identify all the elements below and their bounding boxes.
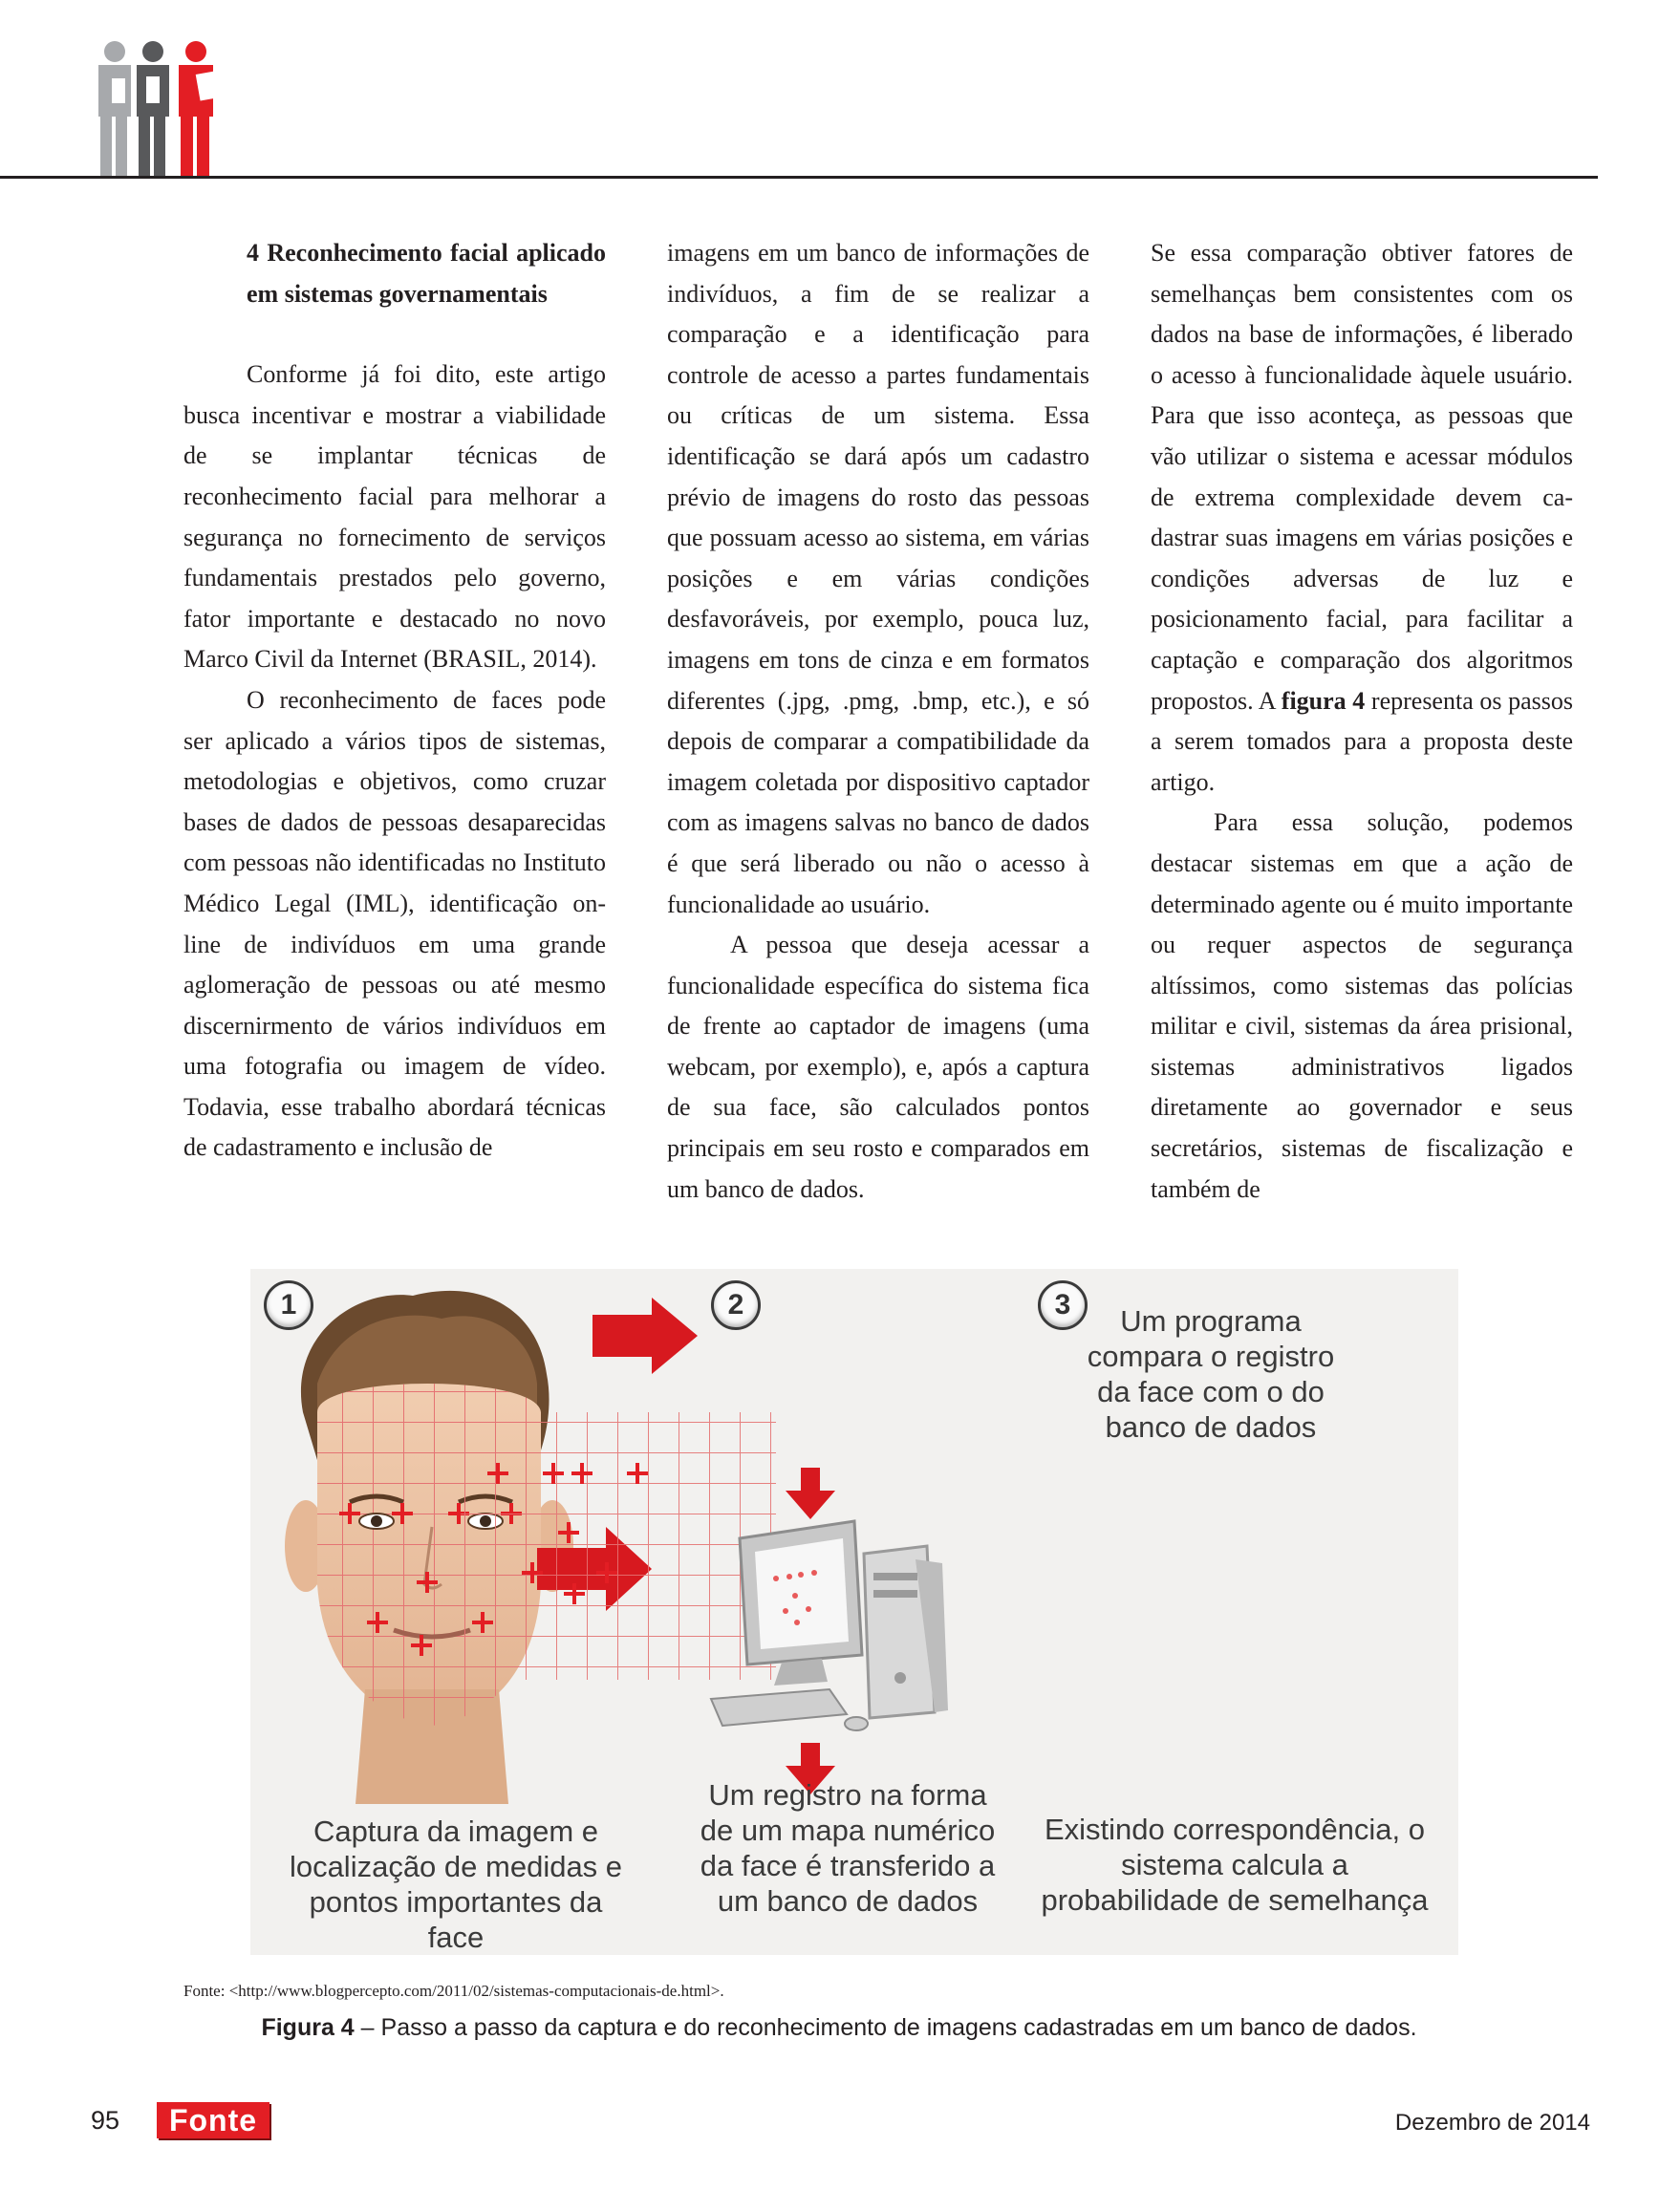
section-heading: 4 Reconhecimento facial aplicado em sistemas governamentais (247, 239, 606, 308)
paragraph-text: representa os passos a serem tomados para a proposta deste artigo. (1151, 686, 1573, 796)
text-column-1 (183, 233, 606, 1169)
issue-date: Dezembro de 2014 (1394, 2110, 1590, 2136)
arrow-right-icon (592, 1298, 698, 1374)
step-2-badge: 2 (711, 1280, 761, 1330)
step-1-caption: Captura da imagem e localização de medidas e pontos importantes da face (289, 1815, 623, 1954)
paragraph: Conforme já foi dito, este artigo busca incentivar e mostrar a viabilidade de se implantar técnicas de reconhecimento facial para melhorar a segurança no fornecimento de serviços fundamentais prestados pelo governo, fator importante e destacado no novo Marco Civil da Internet (BRASIL, 2014). (183, 360, 606, 674)
caption-text: – Passo a passo da captura e do reconhecimento de imagens cadastradas em um banco de dados. (354, 2014, 1417, 2041)
step-2-caption: Um registro na forma de um mapa numérico da face é transferido a um banco de dados (700, 1778, 996, 1918)
paragraph: O reconhecimento de faces pode ser aplicado a vários tipos de sistemas, metodologias e objetivos, como cruzar bases de dados de pessoas desaparecidas com pessoas não identificadas no Instituto Médico Legal (IML), identificação on-line de indivíduos em uma grande aglomeração de pessoas ou até mesmo discernirmento de vários indivíduos em uma fotografia ou imagem de vídeo. Todavia, esse trabalho abordará técnicas de cadastramento e inclusão de (183, 685, 606, 1162)
arrow-down-icon (786, 1468, 835, 1519)
step-1-badge: 1 (264, 1280, 313, 1330)
text-column-2 (667, 233, 1089, 1210)
page-number: 95 (91, 2106, 120, 2135)
people-logo-icon (91, 40, 234, 179)
figure-reference: figura 4 (1281, 686, 1366, 715)
header-rule (0, 176, 1598, 179)
computer-icon (711, 1521, 948, 1730)
paragraph: A pessoa que deseja acessar a funcionalidade específica do sistema fica de frente ao captador de imagens (uma webcam, por exemplo), e, após a captura de sua face, são calculados pontos principais em seu rosto e comparados em um banco de dados. (667, 931, 1089, 1203)
paragraph-text: Se essa comparação obtiver fatores de semelhanças bem consistentes com os dados na base de informações, é liberado o acesso à funcionalidade àquele usuário. Para que isso aconteça, as pessoas que vão utilizar o sistema e acessar módulos de extrema complexidade devem cadastrar suas imagens em várias posições e condições adversas de luz e posicionamento facial, para facilitar a captação e comparação dos algoritmos propostos. A (1151, 239, 1573, 715)
text-column-3 (1151, 233, 1573, 1210)
figure-caption (183, 2014, 1495, 2042)
paragraph: imagens em um banco de informações de indivíduos, a fim de se realizar a comparação e a identificação para controle de acesso a partes fundamentais ou críticas de um sistema. Essa identificação se dará após um cadastro prévio de imagens do rosto das pessoas que possuam acesso ao sistema, em várias posições e em várias condições desfavoráveis, por exemplo, pouca luz, imagens em tons de cinza e em formatos diferentes (.jpg, .pmg, .bmp, etc.), e só depois de comparar a compatibilidade da imagem coletada por dispositivo captador com as imagens salvas no banco de dados é que será liberado ou não o acesso à funcionalidade ao usuário. (667, 239, 1089, 918)
figure-4 (250, 1269, 1458, 1955)
paragraph: Para essa solução, podemos destacar sistemas em que a ação de determinado agente ou é muito importante ou requer aspectos de segurança altíssimos, como sistemas das polícias militar e civil, sistemas da área prisional, sistemas administrativos ligados diretamente ao governador e seus secretários, sistemas de fiscalização e também de (1151, 808, 1573, 1203)
brand-logo: Fonte (157, 2102, 269, 2138)
figure-source: Fonte: <http://www.blogpercepto.com/2011/02/sistemas-computacionais-de.html>. (183, 1982, 724, 2000)
step-3-badge: 3 (1038, 1280, 1088, 1330)
caption-label: Figura 4 (261, 2014, 355, 2041)
paragraph (1151, 233, 1573, 803)
step-3-caption: Existindo correspondência, o sistema calcula a probabilidade de semelhança (1041, 1813, 1429, 1917)
step-3-description: Um programa compara o registro da face com o do banco de dados (1087, 1304, 1335, 1444)
